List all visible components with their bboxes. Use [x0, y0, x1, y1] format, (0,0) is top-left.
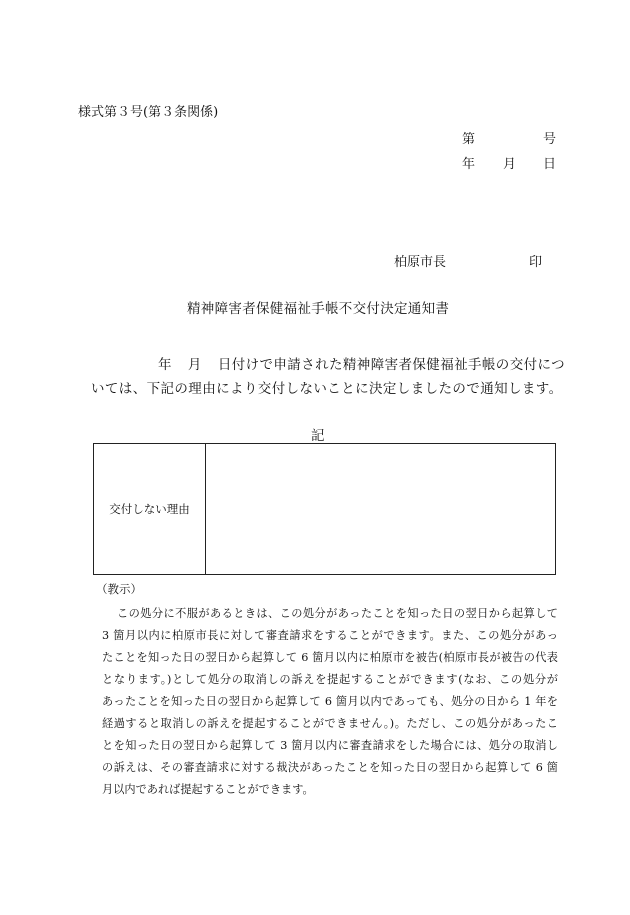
date-month: 月 — [503, 157, 517, 172]
date-year: 年 — [462, 157, 476, 172]
notice-line: の訴えは、その審査請求に対する裁決があったことを知った日の翌日から起算して 6 箇 — [102, 761, 558, 774]
date-day: 日 — [543, 157, 557, 172]
notice-line: あったことを知った日の翌日から起算して 6 箇月以内であっても、処分の日から 1 年を — [102, 695, 558, 708]
notice-line: となります。)として処分の取消しの訴えを提起することができます(なお、この処分が — [102, 673, 558, 686]
body-year: 年 — [158, 357, 172, 373]
notice-line: 3 箇月以内に柏原市長に対して審査請求をすることができます。また、この処分があっ — [102, 629, 558, 642]
notice-line: 月以内であれば提起することができます。 — [102, 783, 314, 796]
number-suffix: 号 — [542, 132, 556, 147]
notice-text — [102, 603, 558, 801]
body-line-1 — [158, 353, 565, 373]
reason-label-cell — [94, 444, 206, 574]
reason-value-cell — [206, 444, 555, 574]
notice-line: たことを知った日の翌日から起算して 6 箇月以内に柏原市を被告(柏原市長が被告の代表 — [102, 651, 558, 664]
ki-heading: 記 — [311, 428, 325, 444]
number-prefix: 第 — [462, 132, 476, 147]
seal-mark: 印 — [529, 255, 543, 270]
notice-line: とを知った日の翌日から起算して 3 箇月以内に審査請求をした場合には、処分の取消し — [102, 739, 558, 752]
notice-line: 経過すると取消しの訴えを提起することができません。)。ただし、この処分があったこ — [102, 717, 558, 730]
body-month: 月 — [187, 357, 202, 373]
reason-table — [93, 443, 556, 575]
body-line-1-text: 日付けで申請された精神障害者保健福祉手帳の交付につ — [217, 357, 566, 373]
issuer-name: 柏原市長 — [394, 255, 447, 270]
notice-label: （教示） — [96, 582, 142, 596]
reason-label: 交付しない理由 — [109, 502, 190, 516]
body-line-2: いては、下記の理由により交付しないことに決定しましたので通知します。 — [91, 381, 563, 397]
form-number-label: 様式第３号(第３条関係) — [78, 105, 219, 120]
notice-line: この処分に不服があるときは、この処分があったことを知った日の翌日から起算して — [117, 607, 558, 620]
document-title: 精神障害者保健福祉手帳不交付決定通知書 — [187, 301, 450, 317]
